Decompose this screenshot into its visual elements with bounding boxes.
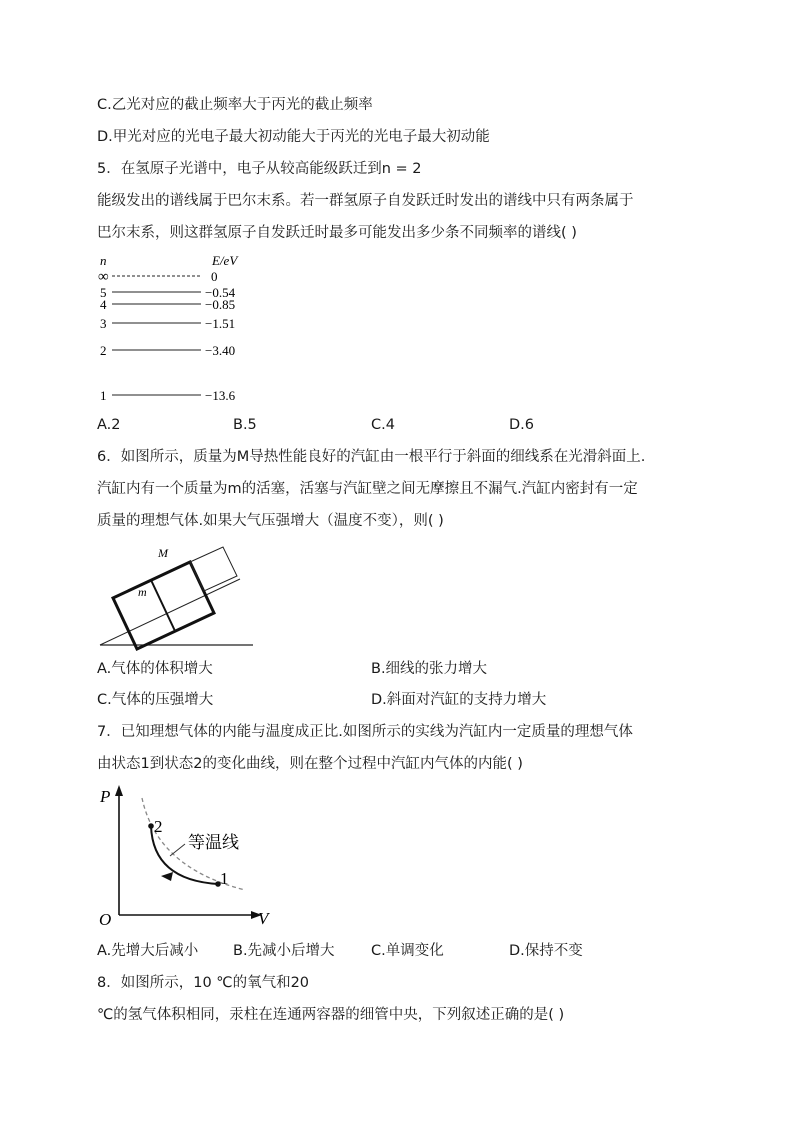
q5-stem-line-1: 5．在氢原子光谱中，电子从较高能级跃迁到n = 2	[97, 161, 422, 177]
label-m: m	[138, 585, 147, 599]
state-2-label: 2	[154, 817, 163, 836]
q7-stem-line-2: 由状态1到状态2的变化曲线，则在整个过程中汽缸内气体的内能( )	[97, 756, 523, 772]
q6-option-c[interactable]: C.气体的压强增大	[97, 692, 214, 708]
level-e-2: −3.40	[205, 343, 236, 358]
q6-stem-line-2: 汽缸内有一个质量为m的活塞，活塞与汽缸壁之间无摩擦且不漏气.汽缸内密封有一定	[97, 481, 638, 497]
level-e-5: −0.54	[205, 285, 236, 300]
string-holder	[190, 547, 237, 591]
q7-stem-line-1: 7．已知理想气体的内能与温度成正比.如图所示的实线为汽缸内一定质量的理想气体	[97, 724, 633, 740]
level-e-1: −13.6	[205, 388, 236, 403]
q7-option-c[interactable]: C.单调变化	[371, 943, 444, 959]
label-M: M	[158, 546, 168, 560]
state-2-point	[148, 823, 154, 829]
q6-option-a[interactable]: A.气体的体积增大	[97, 661, 213, 677]
q7-option-a[interactable]: A.先增大后减小	[97, 943, 199, 959]
energy-axis-label: E/eV	[212, 253, 238, 268]
y-axis-arrow	[115, 785, 123, 796]
level-e-inf: 0	[211, 269, 218, 284]
cylinder-incline-figure	[95, 537, 255, 652]
y-axis-label: P	[100, 787, 111, 806]
q4-option-c: C.乙光对应的截止频率大于丙光的截止频率	[97, 97, 373, 113]
q5-option-d[interactable]: D.6	[509, 417, 534, 433]
q5-stem-line-2: 能级发出的谱线属于巴尔末系。若一群氢原子自发跃迁时发出的谱线中只有两条属于	[97, 193, 634, 209]
piston	[151, 580, 175, 631]
energy-level-diagram	[95, 252, 265, 407]
level-e-4: −0.85	[205, 297, 236, 312]
level-n-5: 5	[100, 285, 107, 300]
isotherm-leader	[170, 844, 185, 856]
level-n-2: 2	[100, 343, 107, 358]
q6-option-d[interactable]: D.斜面对汽缸的支持力增大	[371, 692, 547, 708]
q4-option-d: D.甲光对应的光电子最大初动能大于丙光的光电子最大初动能	[97, 129, 490, 145]
state-1-label: 1	[220, 869, 229, 888]
q5-option-b[interactable]: B.5	[233, 417, 257, 433]
level-n-inf: ∞	[98, 269, 109, 285]
q5-stem-line-3: 巴尔末系，则这群氢原子自发跃迁时最多可能发出多少条不同频率的谱线( )	[97, 225, 577, 241]
q5-option-a[interactable]: A.2	[97, 417, 121, 433]
level-n-4: 4	[100, 297, 107, 312]
origin-label: O	[99, 910, 112, 929]
isotherm-label: 等温线	[188, 833, 239, 852]
level-e-3: −1.51	[205, 316, 236, 331]
q5-option-c[interactable]: C.4	[371, 417, 395, 433]
n-axis-label: n	[100, 253, 107, 268]
level-n-1: 1	[100, 388, 107, 403]
q7-option-d[interactable]: D.保持不变	[509, 943, 583, 959]
pv-diagram	[95, 780, 280, 930]
q6-stem-line-3: 质量的理想气体.如果大气压强增大（温度不变），则( )	[97, 513, 444, 529]
level-n-3: 3	[100, 316, 107, 331]
q7-option-b[interactable]: B.先减小后增大	[233, 943, 335, 959]
q8-stem-line-2: ℃的氢气体积相同，汞柱在连通两容器的细管中央，下列叙述正确的是( )	[97, 1007, 565, 1023]
process-arrowhead	[161, 872, 173, 881]
q6-option-b[interactable]: B.细线的张力增大	[371, 661, 488, 677]
q6-stem-line-1: 6．如图所示，质量为M导热性能良好的汽缸由一根平行于斜面的细线系在光滑斜面上.	[97, 449, 646, 465]
x-axis-label: V	[258, 909, 269, 928]
q8-stem-line-1: 8．如图所示，10 ℃的氧气和20	[97, 975, 310, 991]
